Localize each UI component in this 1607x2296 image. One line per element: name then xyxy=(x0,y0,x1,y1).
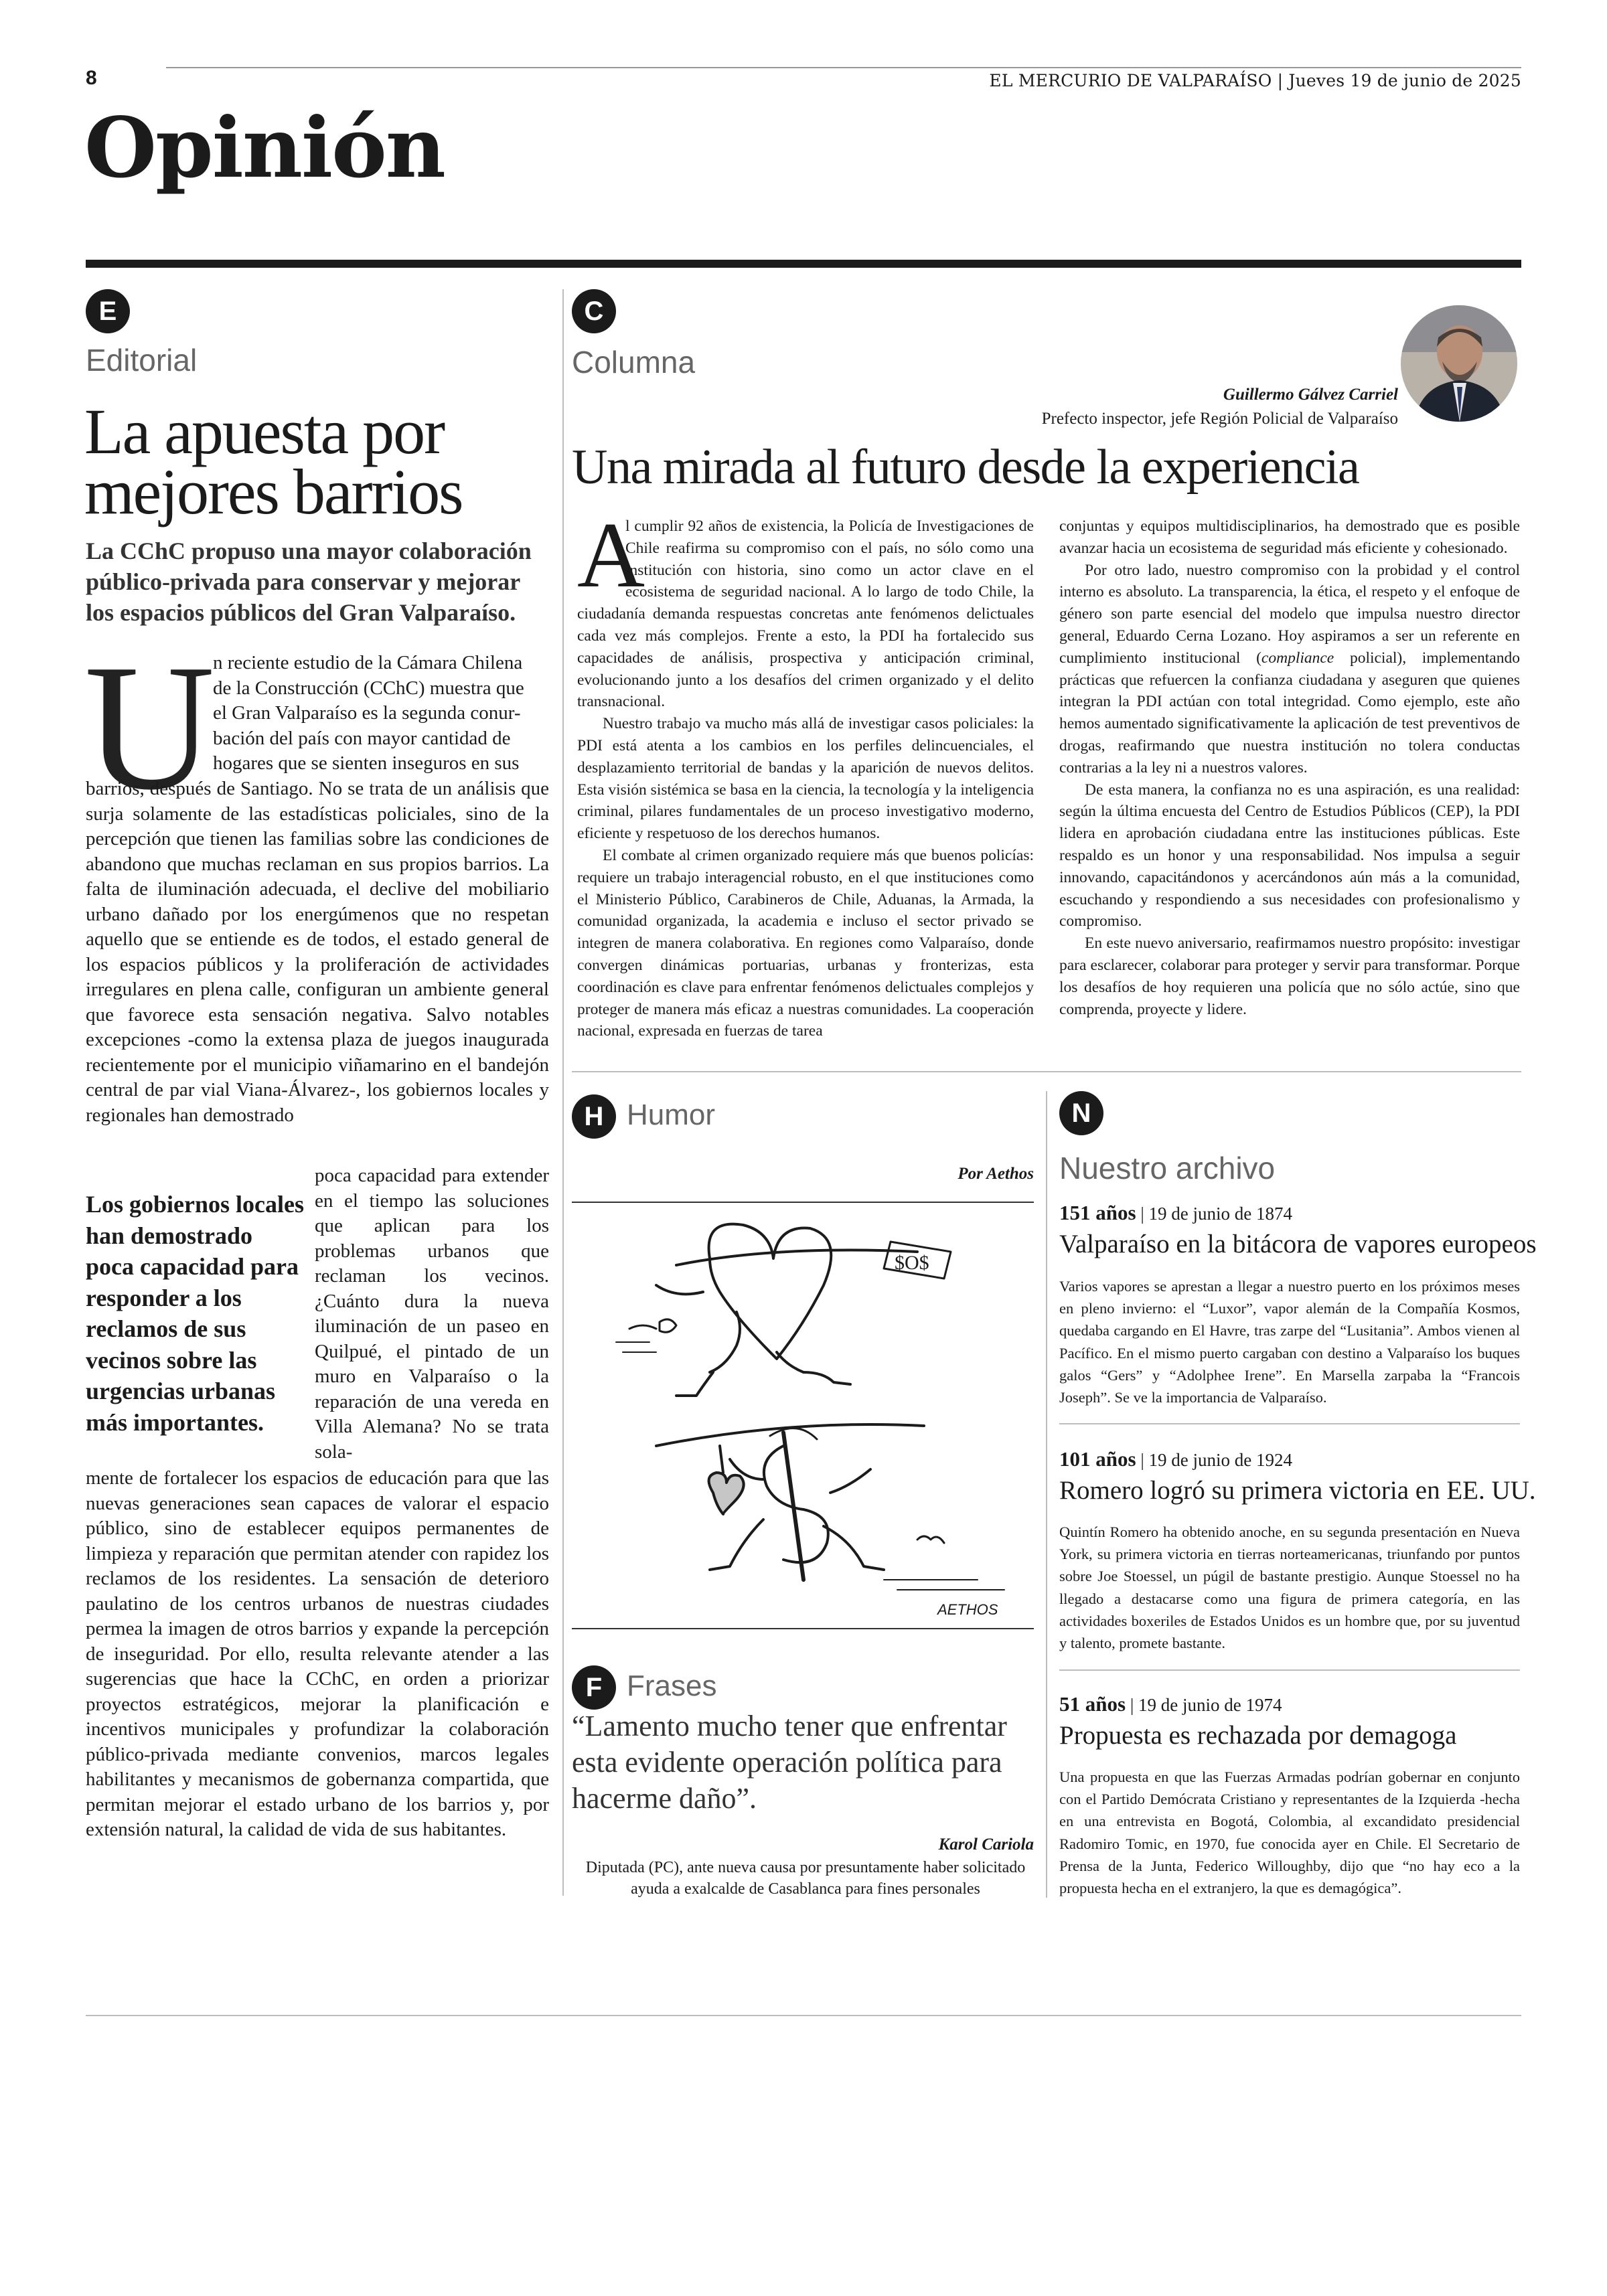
editorial-badge: E xyxy=(86,289,130,333)
column-bottom-rule xyxy=(572,1071,1521,1072)
column-paragraph: En este nuevo aniversario, reafirmamos nuestro propósito: investigar para esclarecer, colaborar para proteger y servir para transformar. Porque los desafíos de hoy requieren una policía que no sólo actúe, sino que comprenda, proyecte y lidere. xyxy=(1059,934,1520,1018)
editorial-body-1 xyxy=(86,776,549,1178)
header-top-rule xyxy=(166,67,1521,68)
frases-quote: “Lamento mucho tener que enfrentar esta evidente operación política para hacerme daño”. xyxy=(572,1710,1007,1815)
editorial-paragraph: poca capacidad para extender en el tiempo las soluciones que aplican para los problemas urbanos que reclaman los vecinos. ¿Cuánto dura la nueva iluminación de un paseo en Quilpué, el pintado de un muro en Valparaíso o la reparación de una vereda en Villa Alemana? No se trata sola- xyxy=(315,1165,549,1463)
frases-author: Karol Cariola xyxy=(938,1835,1034,1854)
column-paragraph: l cumplir 92 años de existencia, la Policía de Investigaciones de Chile reafirma su compromiso con el país, no sólo como una institución con historia, sino como un actor clave en el ecosistema de seguridad nacional. A lo largo de todo Chile, la ciudadanía demanda respuestas concretas ante fenómenos delictuales cada vez más complejos. Frente a esto, la PDI ha fortalecido sus capacidades de análisis, prospectiva y anticipación criminal, evolucionando junto a los desafíos del crimen organizado y el delito transnacional. xyxy=(577,517,1034,711)
editorial-dropcap: U xyxy=(84,627,215,827)
editorial-opening-lines xyxy=(213,651,549,776)
column-text-left xyxy=(577,503,1034,1058)
dropcap-spacer xyxy=(577,515,625,582)
editorial-pullquote: Los gobiernos locales han demostrado poca capacidad para responder a los reclamos de sus vecinos sobre las urgencias urbanas más importantes. xyxy=(86,1191,305,1436)
frases-description: Diputada (PC), ante nueva causa por presuntamente haber solicitado ayuda a exalcalde de Casablanca para fines personales xyxy=(585,1859,1026,1898)
column-paragraph: conjuntas y equipos multidisciplinarios, ha demostrado que es posible avanzar hacia un ecosistema de seguridad más eficiente y cohesionado. xyxy=(1059,517,1520,557)
masthead: EL MERCURIO DE VALPARAÍSO | Jueves 19 de junio de 2025 xyxy=(989,71,1521,90)
column-author-role: Prefecto inspector, jefe Región Policial de Valparaíso xyxy=(1041,410,1398,428)
humor-cartoon xyxy=(603,1205,1018,1620)
archivo-years: 151 años xyxy=(1059,1201,1136,1224)
archivo-date: | 19 de junio de 1924 xyxy=(1140,1450,1292,1470)
cartoon-sign-text: $O$ xyxy=(895,1252,929,1274)
cartoon-signature: AETHOS xyxy=(937,1601,998,1618)
column-dropcap: A xyxy=(577,503,645,607)
archivo-badge: N xyxy=(1059,1091,1103,1135)
archivo-item-3-body: Una propuesta en que las Fuerzas Armadas podrían gobernar en conjunto con el Partido Demócrata Cristiano y representantes de la Izquierda -hecha en una entrevista en Bogotá, Colombia, al excandidato presidencial Radomiro Tomic, en 1970, fue conocida ayer en Chile. El Secretario de Prensa de la Junta, Federico Willoughby, dijo que “no hay eco a la propuesta hecha en el extranjero, la que es demagógica”. xyxy=(1059,1769,1520,1897)
section-title: Opinión xyxy=(84,100,445,197)
archivo-item-2-headline: Romero logró su primera victoria en EE. UU. xyxy=(1059,1476,1536,1505)
editorial-body-2 xyxy=(86,1466,549,1894)
column-text-right xyxy=(1059,515,1520,1058)
author-portrait-icon xyxy=(1401,305,1517,422)
frases-badge: F xyxy=(572,1665,616,1710)
archive-divider xyxy=(1046,1091,1047,1898)
column-kicker: Columna xyxy=(572,345,696,380)
archivo-rule xyxy=(1059,1423,1520,1424)
archivo-item-3-headline: Propuesta es rechazada por demagoga xyxy=(1059,1721,1457,1750)
archivo-date: | 19 de junio de 1974 xyxy=(1130,1695,1282,1715)
editorial-line: n reciente estudio de la Cámara Chilena xyxy=(213,652,523,673)
column-text-run: policial), implementando prácticas que refuercen la confianza ciudadana y aseguren que quienes integran la PDI actúan con total integridad. Como ejemplo, este año hemos aumentado significativamente la aplicación de test preventivos de drogas, reafirmando que nuestra institución no tolera conductas contrarias a la ley ni a nuestros valores. xyxy=(1059,649,1520,776)
editorial-line: hogares que se sienten inseguros en sus xyxy=(213,752,520,774)
column-paragraph: De esta manera, la confianza no es una aspiración, es una realidad: según la última encuesta del Centro de Estudios Públicos (CEP), la PDI lidera en aprobación ciudadana entre las instituciones públicas. Este respaldo es un honor y una responsabilidad. Nos impulsa a seguir innovando, capacitándonos y acercándonos aún más a la comunidad, escuchando y respondiendo a sus necesidades con profesionalismo y compromiso. xyxy=(1059,781,1520,930)
editorial-headline: La apuesta por mejores barrios xyxy=(84,396,463,527)
archivo-item-2-date xyxy=(1059,1447,1292,1471)
archivo-item-1-date xyxy=(1059,1201,1292,1225)
cartoon-bottom-rule xyxy=(572,1628,1034,1629)
archivo-item-1-body: Varios vapores se aprestan a llegar a nuestro puerto en los próximos meses en pleno invierno: el “Luxor”, vapor alemán de la Compañía Kosmos, quedaba cargando en El Havre, tras zarpe del “Lusitania”. Ambos vienen al Pacífico. En el mismo puerto cargaban con destino a Valparaíso los buques galos “Gers” y “Adolphee Irene”. En Marsella zarpaba la “Francois Joseph”. Se ve la importancia de Valparaíso. xyxy=(1059,1278,1520,1406)
humor-badge: H xyxy=(572,1094,616,1139)
editorial-paragraph: mente de fortalecer los espacios de educación para que las nuevas generaciones sean capaces de valorar el espacio público, sino de establecer equipos permanentes de limpieza y reparación que permitan atender con rapidez los reclamos de los residentes. La sensación de deterioro paulatino de los centros urbanos de nuestras ciudades permea la imagen de otros barrios y expande la percepción de inseguridad. Por ello, resulta relevante atender a las sugerencias que hace la CChC, en orden a priorizar proyectos estratégicos, mejorar la planificación e incentivos municipales y profundizar la colaboración público-privada mediante convenios, marcos legales habilitantes y mecanismos de gobernanza compartida, que permitan mejorar el estado urbano de los barrios y, por extensión natural, la calidad de vida de sus habitantes. xyxy=(86,1467,549,1840)
frases-kicker: Frases xyxy=(627,1669,717,1702)
column-paragraph: Nuestro trabajo va mucho más allá de investigar casos policiales: la PDI está atenta a los cambios en los perfiles delincuenciales, el desplazamiento territorial de bandas y la aparición de nuevos delitos. Esta visión sistémica se basa en la ciencia, la tecnología y la inteligencia criminal, pilares fundamentales de un proceso investigativo moderno, eficiente y respetuoso de los derechos humanos. xyxy=(577,715,1034,843)
humor-kicker: Humor xyxy=(627,1098,716,1131)
column-paragraph xyxy=(1059,560,1520,779)
column-badge: C xyxy=(572,289,616,333)
page-number: 8 xyxy=(86,67,97,89)
column-divider xyxy=(562,289,564,1896)
editorial-line: bación del país con mayor cantidad de xyxy=(213,727,511,749)
archivo-kicker: Nuestro archivo xyxy=(1059,1151,1276,1185)
editorial-line: el Gran Valparaíso es la segunda conur- xyxy=(213,702,521,724)
editorial-kicker: Editorial xyxy=(86,343,198,378)
section-rule xyxy=(86,260,1521,268)
archivo-item-2-body: Quintín Romero ha obtenido anoche, en su segunda presentación en Nueva York, su primera victoria en tierras norteamericanas, triunfando por puntos sobre Joe Stoessel, un púgil de bastante prestigio. Aunque Stoessel no ha llegado a destacarse como una figura de primera categoría, en las actividades boxeriles de Estados Unidos es un hombre que, por su juventud y talento, promete bastante. xyxy=(1059,1524,1520,1652)
archivo-item-1-headline: Valparaíso en la bitácora de vapores europeos xyxy=(1059,1230,1537,1258)
cartoon-drawing-icon xyxy=(603,1205,1018,1620)
footer-rule xyxy=(86,2015,1521,2016)
archivo-years: 51 años xyxy=(1059,1692,1126,1716)
cartoon-top-rule xyxy=(572,1202,1034,1203)
author-photo xyxy=(1401,305,1517,422)
column-author: Guillermo Gálvez Carriel xyxy=(1223,386,1398,404)
column-paragraph: El combate al crimen organizado requiere más que buenos policías: requiere un trabajo interagencial robusto, en el que instituciones como el Ministerio Público, Carabineros de Chile, Aduanas, la Armada, la comunidad organizada, la academia e incluso el sector privado se integren de manera colaborativa. En regiones como Valparaíso, donde convergen dinámicas portuarias, urbanas y fronterizas, esta coordinación es clave para enfrentar fenómenos delictuales complejos y proteger de manera más eficaz a nuestras comunidades. La cooperación nacional, expresada en fuerzas de tarea xyxy=(577,846,1034,1040)
archivo-date: | 19 de junio de 1874 xyxy=(1140,1204,1292,1224)
humor-credit: Por Aethos xyxy=(958,1165,1034,1183)
column-text-run: Por otro lado, nuestro compromiso con la probidad y el control interno es absoluto. La transparencia, la ética, el respeto y el enfoque de género son parte esencial del modelo que impulsa nuestro director general, Eduardo Cerna Lozano. Hoy aspiramos a ser un referente en cumplimiento institucional ( xyxy=(1059,561,1520,667)
archivo-rule xyxy=(1059,1669,1520,1671)
archivo-item-3-date xyxy=(1059,1692,1282,1716)
editorial-line: de la Construcción (CChC) muestra que xyxy=(213,677,524,699)
editorial-paragraph: barrios, después de Santiago. No se trata de un análisis que surja solamente de las estadísticas policiales, sino de la percepción que tienen las familias sobre las condiciones de abandono que muchas reclaman en sus propios barrios. La falta de iluminación adecuada, el declive del mobiliario urbano dañado por los energúmenos que no respetan aquello que se entiende es de todos, el estado general de los espacios públicos y la proliferación de actividades irregulares en plena calle, configuran un ambiente general que favorece esta sensación negativa. Salvo notables excepciones -como la extensa plaza de juegos inaugurada recientemente por el municipio viñamarino en el bandejón central de par vial Viana-Álvarez-, los gobiernos locales y regionales han demostrado xyxy=(86,778,549,1126)
editorial-lead: La CChC propuso una mayor colaboración público-privada para conservar y mejorar los espacios públicos del Gran Valparaíso. xyxy=(86,538,532,626)
column-emphasis: compliance xyxy=(1261,649,1334,667)
column-headline: Una mirada al futuro desde la experiencia xyxy=(572,440,1359,495)
archivo-years: 101 años xyxy=(1059,1447,1136,1471)
editorial-body-side xyxy=(315,1163,549,1466)
